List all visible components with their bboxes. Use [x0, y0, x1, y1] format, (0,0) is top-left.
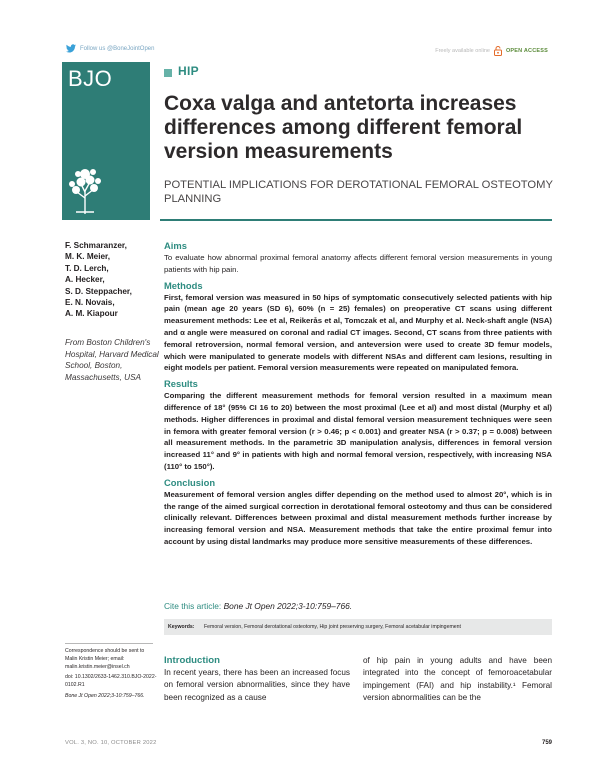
author-name: S. D. Steppacher, — [65, 286, 132, 296]
abstract — [164, 240, 552, 552]
keywords-text: Femoral version, Femoral derotational osteotomy, Hip joint preserving surgery, Femoral acetabular impingement — [204, 624, 461, 630]
doi[interactable]: doi: 10.1302/2633-1462.310.BJO-2022-0102.R1 — [65, 674, 157, 689]
author-name: M. K. Meier, — [65, 252, 111, 262]
author-name: E. N. Novais, — [65, 298, 115, 308]
open-access-badge — [435, 46, 548, 56]
citation — [164, 601, 352, 611]
twitter-handle: Follow us @BoneJointOpen — [80, 45, 155, 52]
section-marker — [164, 69, 172, 77]
methods-text: First, femoral version was measured in 50 hips of symptomatic consecutively selected patients with hip pain (mean age 20 years (SD 6), 60% (n = 25) females) on preoperative CT scans using different measurement methods: Lee et al, Reikerås et al, Tomczak et al, and Murphy et al. Neck-shaft angle (NSA) and α angle were measured on coronal and radial CT images. Second, CT scans from three patients with femoral retroversion, normal femoral version, and anteversion were used to create 3D femur models, which were manipulated to generate models with different NSAs and different cam lesions, resulting in eight models per patient. Femoral version measurements were repeated on manipulated femora. — [164, 292, 552, 373]
page-number: 759 — [541, 740, 552, 746]
intro-column-2: of hip pain in young adults and have been integrated into the concept of femoroacetabular impingement (FAI) and hip instability.¹ Femoral version abnormalities can be the — [363, 656, 552, 703]
title-divider — [160, 219, 552, 221]
correspondence — [65, 648, 157, 704]
twitter-link[interactable] — [66, 44, 154, 53]
section-label: HIP — [178, 64, 199, 78]
results-heading: Results — [164, 378, 198, 390]
author-name: F. Schmaranzer, — [65, 241, 127, 250]
author-name: A. Hecker, — [65, 275, 105, 285]
keywords-label: Keywords: — [168, 624, 195, 630]
tree-logo-icon — [66, 160, 104, 216]
open-access-label: OPEN ACCESS — [505, 48, 548, 54]
twitter-icon — [66, 44, 76, 53]
journal-logo-text: BJO — [68, 66, 113, 91]
author-name: A. M. Kiapour — [65, 309, 118, 319]
author-name: T. D. Lerch, — [65, 263, 109, 273]
aims-heading: Aims — [164, 240, 187, 251]
intro-column-1: In recent years, there has been an increased focus on femoral version abnormalities, since they have been recognized as a cause — [164, 668, 350, 702]
conclusion-heading: Conclusion — [164, 476, 216, 488]
freely-available-text: Freely available online — [435, 48, 490, 54]
aims-text: To evaluate how abnormal proximal femoral anatomy affects different femoral version measurements in young patients with hip pain. — [164, 253, 552, 274]
open-lock-icon — [494, 46, 502, 56]
issue-info: VOL. 3, NO. 10, OCTOBER 2022 — [65, 740, 157, 746]
conclusion-text: Measurement of femoral version angles differ depending on the method used to almost 20°, which is in the range of the aimed surgical correction in derotational femoral osteotomy and thus can be considered clinically relevant. Differences between proximal and distal measurement methods further increase by increasing femoral version and NSA. Measurement methods that take the entire proximal femur into account by using distal landmarks may produce more sensitive measurements of these differences. — [164, 489, 552, 546]
article-subtitle: POTENTIAL IMPLICATIONS FOR DEROTATIONAL FEMORAL OSTEOTOMY PLANNING — [164, 179, 553, 205]
correspondence-contact: Correspondence should be sent to Malin Kristin Meier; email: malin.kristin.meier@insel.ch — [65, 648, 145, 670]
citation-label: Cite this article: — [164, 601, 222, 611]
affiliation: From Boston Children's Hospital, Harvard Medical School, Boston, Massachusetts, USA — [65, 338, 159, 382]
article-title: Coxa valga and antetorta increases differences among different femoral version measurements — [164, 92, 523, 163]
results-text: Comparing the different measurement methods for femoral version resulted in a maximum mean difference of 18° (95% CI 16 to 20) between the most proximal (Lee et al) and most distal (Murphy et al) methods. Higher differences in proximal and distal femoral version measurement techniques were seen in femora with greater femoral version (r > 0.46; p < 0.001) and greater NSA (r > 0.37; p = 0.008) between all measurement methods. In the parametric 3D manipulation analysis, differences in femoral version increased 11° and 9° in patients with high and normal femoral version, respectively, with increasing NSA (110° to 150°). — [164, 391, 552, 471]
citation-ref: Bone Jt Open 2022;3-10:759–766. — [223, 601, 353, 611]
author-list — [65, 240, 160, 320]
intro-heading: Introduction — [164, 655, 220, 666]
correspondence-ref: Bone Jt Open 2022;3-10:759–766. — [65, 692, 145, 699]
methods-heading: Methods — [164, 279, 203, 291]
correspondence-divider — [65, 643, 153, 644]
keywords-bar — [164, 619, 552, 635]
